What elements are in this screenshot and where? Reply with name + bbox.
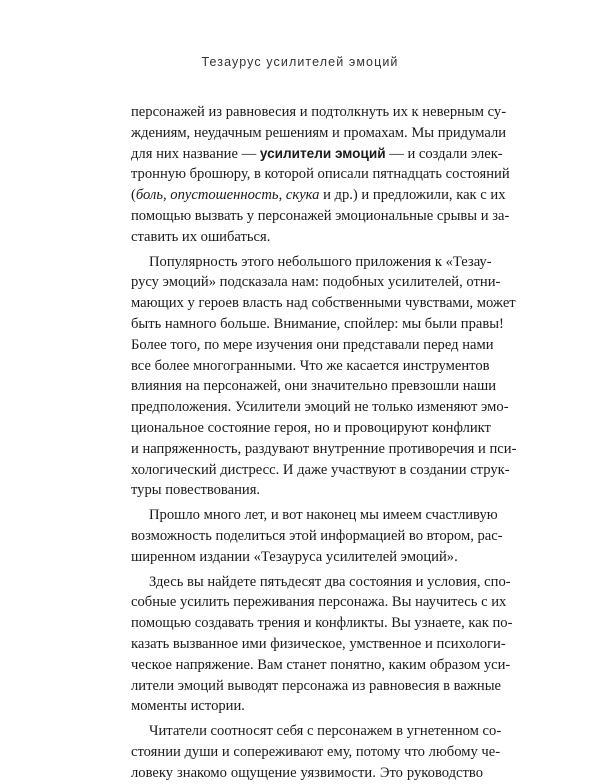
text-run: стоянии души и сопереживают ему, потому что любому че- — [131, 743, 501, 760]
text-line — [131, 634, 506, 655]
text-run: тронную брошюру, в которой описали пятнадцать состояний — [131, 166, 510, 183]
text-run: мающих у героев власть над собственными чувствами, может — [131, 295, 516, 312]
text-run: ловеку знакомо ощущение уязвимости. Это руководство — [131, 764, 483, 781]
text-line — [131, 439, 517, 460]
text-run: ставить их ошибаться. — [131, 228, 271, 245]
text-line — [131, 206, 510, 227]
text-run: туры повествования. — [131, 482, 261, 499]
text-run: казать вызванное ими физическое, умственное и психологи- — [131, 635, 506, 652]
text-run: персонажей из равновесия и подтолкнуть их к неверным су- — [131, 104, 507, 120]
text-line — [131, 721, 502, 742]
italic-word: опустошенность — [170, 187, 279, 204]
text-line — [131, 547, 483, 568]
text-run: предположения. Усилители эмоций не только изменяют эмо- — [131, 399, 509, 416]
text-line — [131, 460, 510, 481]
text-line — [131, 397, 509, 418]
text-line — [131, 742, 501, 763]
text-line — [131, 144, 503, 165]
text-run: для них название — — [131, 145, 260, 162]
text-run: помощью создавать трения и конфликты. Вы узнаете, как по- — [131, 615, 513, 632]
paragraph — [131, 102, 510, 248]
text-run: Здесь вы найдете пятьдесят два состояния и условия, спо- — [149, 573, 511, 590]
paragraph — [131, 572, 513, 718]
text-run: хологический дистресс. И даже участвуют в создании струк- — [131, 461, 510, 478]
text-line — [131, 227, 483, 248]
text-line — [131, 356, 490, 377]
term-highlight: усилители эмоций — [259, 145, 386, 161]
text-run: русу эмоций» подсказала нам: подобных усилителей, отни- — [131, 274, 501, 291]
italic-word: скука — [285, 187, 320, 204]
italic-word: боль — [135, 187, 163, 204]
text-run: ждениям, неудачным решениям и промахам. Мы придумали — [131, 124, 507, 141]
text-run: Прошло много лет, и вот наконец мы имеем счастливую — [149, 507, 498, 524]
text-line — [131, 293, 516, 314]
text-run: ширенном издании «Тезауруса усилителей эмоций». — [131, 548, 458, 565]
text-run: возможность поделиться этой информацией во втором, рас- — [131, 527, 503, 544]
text-run: ( — [131, 187, 136, 204]
text-line — [131, 272, 501, 293]
text-line — [131, 676, 501, 697]
paragraph — [131, 252, 517, 502]
text-run: Популярность этого небольшого приложения к «Тезау- — [149, 253, 492, 270]
text-run: и напряженность, раздувают внутренние противоречия и пси- — [131, 440, 517, 457]
text-line — [131, 572, 511, 593]
text-run: , — [278, 187, 286, 204]
text-run: циональное состояние героя, но и провоцируют конфликт — [131, 419, 491, 436]
text-run: быть намного больше. Внимание, спойлер: мы были правы! — [131, 315, 504, 332]
text-run: лители эмоций выводят персонажа из равновесия в важные — [131, 677, 501, 694]
text-line — [131, 763, 483, 784]
paragraph — [131, 721, 502, 783]
text-run: собные усилить переживания персонажа. Вы научитесь с их — [131, 594, 507, 611]
text-run: Читатели соотносят себя с персонажем в угнетенном со- — [149, 723, 502, 740]
text-line — [131, 655, 511, 676]
body-text — [131, 102, 517, 784]
paragraph — [131, 505, 503, 567]
text-line — [131, 335, 494, 356]
text-line — [131, 123, 507, 144]
text-line — [131, 696, 483, 717]
text-run: влияния на персонажей, они значительно превзошли наши — [131, 378, 497, 395]
text-line — [131, 164, 510, 185]
text-line — [131, 592, 507, 613]
text-run: ческое напряжение. Вам станет понятно, каким образом уси- — [131, 656, 511, 673]
text-run: — и создали элек- — [385, 145, 503, 162]
text-line — [131, 418, 491, 439]
text-run: все более многогранными. Что же касается инструментов — [131, 357, 490, 374]
text-line — [131, 505, 498, 526]
text-line — [131, 526, 503, 547]
text-line — [131, 314, 504, 335]
text-line — [131, 613, 513, 634]
text-line — [131, 376, 497, 397]
text-run: Более того, по мере изучения они представали перед нами — [131, 336, 494, 353]
text-line — [131, 185, 506, 206]
running-header: Тезаурус усилителей эмоций — [201, 55, 399, 69]
text-line — [131, 480, 483, 501]
text-run: помощью вызвать у персонажей эмоциональные срывы и за- — [131, 207, 510, 224]
text-line — [131, 102, 507, 123]
text-run: , — [162, 187, 171, 204]
text-line — [131, 252, 492, 273]
text-run: моменты истории. — [131, 698, 245, 715]
text-run: и др.) и предложили, как с их — [319, 187, 506, 204]
